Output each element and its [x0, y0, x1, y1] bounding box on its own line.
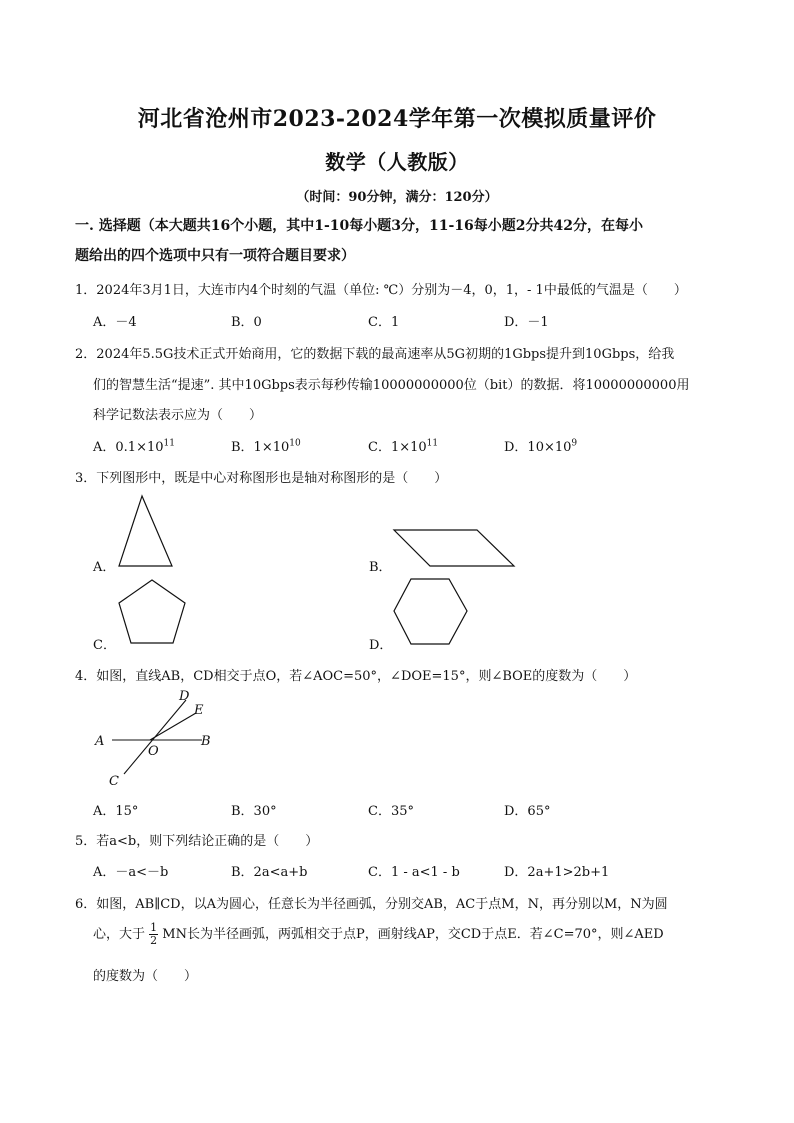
point-label-o: O [148, 744, 159, 759]
q2-option-b: B．$1\times 10^{10}$ [231, 438, 301, 455]
point-label-d: D [179, 689, 190, 704]
question-6-line-1: 6．如图，AB∥CD，以A为圆心，任意长为半径画弧，分别交AB，AC于点M，N，再分别以M，N为圆 [75, 897, 668, 912]
pentagon-figure [117, 578, 187, 646]
q3-option-b: B． [369, 560, 392, 575]
q4-option-b: B．30° [231, 804, 277, 819]
exam-meta: （时间：90分钟，满分：120分） [296, 190, 498, 205]
q5-option-d: D．2a+1>2b+1 [504, 865, 610, 880]
page-title: 河北省沧州市2023-2024学年第一次模拟质量评价 [137, 106, 657, 132]
fraction-one-half: $\frac{1}{2}$ [150, 921, 158, 947]
question-2-line-1: 2．2024年5.5G技术正式开始商用，它的数据下载的最高速率从5G初期的1Gbps提升到10Gbps，给我 [75, 347, 675, 362]
q1-option-a: A．－4 [93, 315, 137, 330]
q5-option-a: A．－a<－b [93, 865, 169, 880]
q5-option-b: B．2a<a+b [231, 865, 308, 880]
question-6-line-3: 的度数为（ ） [93, 969, 198, 984]
hexagon-figure [392, 577, 470, 647]
point-label-c: C [109, 774, 119, 789]
q1-option-d: D．－1 [504, 315, 549, 330]
q3-option-d: D． [369, 638, 393, 653]
q3-option-c: C． [93, 638, 116, 653]
page-subtitle: 数学（人教版） [325, 150, 469, 174]
q2-option-d: D．$10\times 10^9$ [504, 438, 578, 455]
question-4-stem: 4．如图，直线AB，CD相交于点O，若∠AOC=50°，∠DOE=15°，则∠BOE的度数为（ ） [75, 669, 637, 684]
point-label-b: B [201, 734, 211, 749]
question-5-stem: 5．若a<b，则下列结论正确的是（ ） [75, 834, 319, 849]
question-1-stem: 1．2024年3月1日，大连市内4个时刻的气温（单位: ℃）分别为－4，0，1，- 1中最低的气温是（ ） [75, 283, 687, 298]
section-heading: 一. 选择题（本大题共16个小题，其中1-10每小题3分，11-16每小题2分共42分，在每小 [75, 218, 644, 234]
q1-option-b: B．0 [231, 315, 262, 330]
q3-option-a: A． [93, 560, 116, 575]
q1-option-c: C．1 [368, 315, 400, 330]
q5-option-c: C．1 - a<1 - b [368, 865, 460, 880]
q2-option-c: C．$1\times 10^{11}$ [368, 438, 439, 455]
q2-option-a: A．$0.1\times 10^{11}$ [93, 438, 175, 455]
parallelogram-figure [392, 528, 517, 570]
triangle-figure [117, 494, 177, 569]
question-6-line-2: 心，大于 $\frac{1}{2}$ MN长为半径画弧，两弧相交于点P，画射线AP，交CD于点E．若∠C=70°，则∠AED [93, 921, 664, 947]
q4-option-a: A．15° [93, 804, 139, 819]
point-label-e: E [194, 703, 204, 718]
question-2-line-2: 们的智慧生活“提速”. 其中10Gbps表示每秒传输10000000000位（bit）的数据．将10000000000用 [93, 378, 690, 393]
q4-option-c: C．35° [368, 804, 414, 819]
question-2-line-3: 科学记数法表示应为（ ） [93, 408, 263, 423]
q4-option-d: D．65° [504, 804, 551, 819]
question-3-stem: 3．下列图形中，既是中心对称图形也是轴对称图形的是（ ） [75, 471, 448, 486]
section-heading-cont: 题给出的四个选项中只有一项符合题目要求） [75, 248, 355, 264]
point-label-a: A [95, 734, 105, 749]
